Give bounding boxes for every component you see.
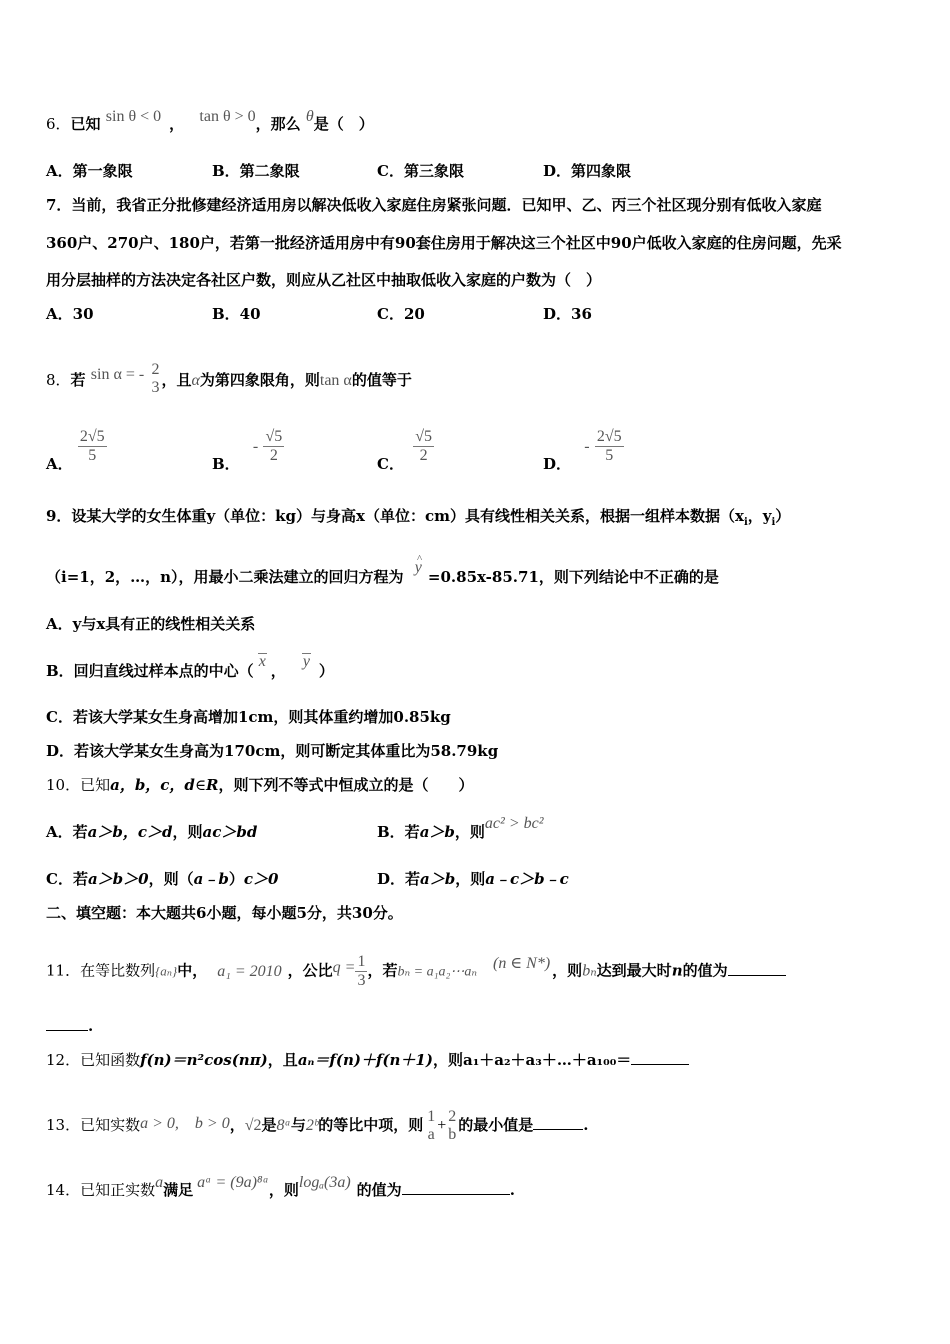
q12-answer-blank[interactable] (631, 1050, 689, 1065)
q10-text-2: ，则下列不等式中恒成立的是（ ） (218, 776, 474, 794)
q11-q-num: 1 (357, 953, 366, 970)
q8-option-a-num: 2√5 (79, 428, 105, 445)
q8-math-sin: sin α = - (90, 366, 145, 383)
q9-option-b-text: B．回归直线过样本点的中心（ (46, 662, 254, 680)
question-6 (46, 108, 374, 135)
q8-fraction (149, 361, 161, 397)
q13-text: 13．已知实数 (46, 1116, 141, 1134)
q7-line-1: 7．当前，我省正分批修建经济适用房以解决低收入家庭住房紧张问题．已知甲、乙、丙三个社区现分别有低收入家庭 (46, 196, 822, 214)
q8-option-c-num: √5 (415, 428, 432, 445)
q9-y-bar: y (302, 653, 310, 670)
q12-an: aₙ＝f(n)＋f(n＋1) (297, 1051, 433, 1069)
q11-bn: bₙ = a₁a₂⋯aₙ (397, 964, 477, 980)
q8-text: 若 (70, 371, 86, 389)
q10-in: ∈ (194, 776, 207, 794)
q14-period: . (509, 1181, 515, 1199)
q10-d-cond: a＞b (420, 870, 456, 888)
q13-plus: + (437, 1117, 447, 1134)
q13-text-6: 的最小值是 (458, 1116, 534, 1134)
q8-math-tan: tan α (319, 372, 352, 389)
q8-option-a (46, 428, 107, 473)
q6-option-c: C．第三象限 (377, 162, 464, 180)
q6-number: 6． (46, 115, 71, 133)
q10-option-c (46, 869, 278, 889)
q8-option-c-frac (413, 428, 434, 465)
q13-frac-1-num: 1 (427, 1108, 436, 1125)
q10-a-result: ac＞bd (202, 823, 258, 841)
q8-text-2: ，且 (161, 371, 192, 389)
q9-line-1 (46, 506, 790, 533)
q6-option-a: A．第一象限 (46, 162, 133, 180)
q9-text: 9．设某大学的女生体重y（单位：kg）与身高x（单位：cm）具有线性相关关系，根据一组样本数据（x (46, 507, 744, 525)
q11-q: q = (332, 958, 356, 976)
q9-line-2 (46, 559, 719, 588)
q8-option-d-frac (595, 428, 624, 465)
q8-option-c-label: C． (377, 454, 404, 473)
q11-q-den: 3 (357, 972, 366, 989)
q13-sqrt2: √2 (244, 1117, 262, 1134)
section-2-heading: 二、填空题：本大题共6小题，每小题5分，共30分。 (46, 904, 403, 922)
q6-option-b: B．第二象限 (212, 162, 300, 180)
q11-text-4: ，若 (367, 961, 398, 980)
q10-c-paren: ） (228, 870, 244, 888)
q10-option-d (377, 869, 569, 889)
q14-log: logₐ(3a) (298, 1174, 351, 1191)
q7-line-3: 用分层抽样的方法决定各社区户数，则应从乙社区中抽取低收入家庭的户数为（ ） (46, 271, 602, 289)
question-11 (46, 953, 786, 990)
q10-c-text-2: ，则（ (148, 870, 194, 888)
q14-a: a (155, 1174, 164, 1191)
q10-R: R (206, 776, 219, 794)
q10-c-diff: a﹣b (193, 870, 229, 888)
q9-sub-i-2: i (771, 517, 776, 528)
q10-vars: a，b，c，d (110, 776, 195, 794)
q8-frac-num: 2 (151, 361, 160, 378)
q13-text-3: 是 (261, 1116, 277, 1134)
q9-text-2: ，y (747, 507, 772, 525)
q10-b-text-2: ，则 (454, 823, 485, 841)
q11-text-3: ，公比 (287, 961, 333, 980)
q8-frac-den: 3 (151, 379, 160, 396)
q13-text-2: ， (229, 1116, 245, 1134)
q8-number: 8． (46, 371, 71, 389)
q11-answer-blank-1[interactable] (728, 961, 786, 976)
q10-a-text-2: ，则 (172, 823, 203, 841)
q11-continuation (46, 1016, 93, 1036)
q9-line2-text: （i=1，2，…，n），用最小二乘法建立的回归方程为 (46, 568, 404, 586)
q6-math-tan: tan θ > 0 (199, 108, 256, 125)
q8-text-3: 为第四象限角，则 (199, 371, 320, 389)
q9-option-a: A．y与x具有正的线性相关关系 (46, 615, 256, 633)
q9-option-c: C．若该大学某女生身高增加1cm，则其体重约增加0.85kg (46, 708, 451, 726)
q11-cond: (n ∈ N*) (493, 954, 551, 972)
q10-c-cond: a＞b＞0 (87, 870, 149, 888)
q14-text-3: ，则 (268, 1181, 299, 1199)
q14-text-4: 的值为 (356, 1181, 402, 1199)
q8-option-a-den: 5 (78, 446, 107, 465)
q14-text: 14．已知正实数 (46, 1181, 156, 1199)
q6-text: 已知 (70, 115, 101, 133)
q10-c-result: c＞0 (243, 870, 279, 888)
q9-text-3: ） (775, 507, 791, 525)
q7-option-d: D．36 (543, 305, 592, 323)
q7-option-a: A．30 (46, 305, 94, 323)
q10-b-text: B．若 (377, 823, 420, 841)
q8-option-b-sign: - (252, 437, 259, 455)
q9-option-b-close: ） (318, 662, 334, 680)
q11-text-6: 达到最大时 (596, 961, 672, 980)
q6-option-d: D．第四象限 (543, 162, 632, 180)
q10-d-text-2: ，则 (455, 870, 486, 888)
q11-text-2: 中， (177, 961, 208, 980)
q9-option-b-comma: ， (270, 662, 286, 680)
q10-option-a (46, 822, 257, 842)
q11-text: 11．在等比数列 (46, 961, 156, 980)
q8-option-b-frac (263, 428, 284, 465)
q9-option-b (46, 653, 334, 681)
q13-8a: 8ᵃ (276, 1117, 291, 1134)
q8-option-b-label: B． (212, 454, 240, 473)
q6-math-sin: sin θ < 0 (105, 108, 162, 125)
question-10 (46, 775, 474, 795)
q12-text: 12．已知函数 (46, 1051, 141, 1069)
q10-text: 10．已知 (46, 776, 111, 794)
q14-answer-blank[interactable] (402, 1180, 510, 1195)
q12-function: f(n)＝n²cos(nπ) (140, 1051, 268, 1069)
q11-answer-blank-2[interactable] (46, 1016, 88, 1031)
q8-math-alpha: α (191, 372, 200, 389)
q8-option-b-num: √5 (265, 428, 283, 445)
q9-x-bar: x (258, 653, 266, 670)
q7-line-2: 360户、270户、180户，若第一批经济适用房中有90套住房用于解决这三个社区中90户低收入家庭的住房问题，先采 (46, 234, 842, 252)
question-8 (46, 363, 412, 399)
question-14 (46, 1174, 515, 1201)
q7-option-b: B．40 (212, 305, 261, 323)
q8-option-d-den: 5 (595, 446, 624, 465)
q13-frac-1 (425, 1108, 437, 1144)
q10-a-text: A．若 (46, 823, 88, 841)
q12-sum: a₁＋a₂＋a₃＋…＋a₁₀₀＝ (462, 1051, 632, 1069)
q13-period: . (583, 1116, 589, 1134)
q10-b-cond: a＞b (419, 823, 455, 841)
q6-text-3: 是（ ） (313, 115, 374, 133)
q13-frac-2-den: b (448, 1126, 457, 1143)
q13-answer-blank[interactable] (533, 1115, 583, 1130)
q11-seq: {aₙ} (155, 963, 178, 979)
q8-option-b-den: 2 (263, 446, 284, 465)
q8-option-b (212, 428, 284, 473)
q8-option-a-frac (78, 428, 107, 465)
q14-equation: aᵃ = (9a)⁸ᵃ (197, 1174, 269, 1191)
q13-frac-2-num: 2 (448, 1108, 457, 1125)
q8-option-a-label: A． (46, 454, 73, 473)
q12-text-3: ，则 (432, 1051, 463, 1069)
q11-bn-2: bₙ (582, 962, 597, 980)
q11-q-frac (355, 953, 367, 990)
question-12 (46, 1050, 689, 1070)
q10-d-result: a﹣c＞b﹣c (485, 870, 569, 888)
q13-cond: a > 0, b > 0 (140, 1115, 230, 1132)
q10-option-b (377, 815, 544, 843)
q11-text-7: 的值为 (682, 961, 728, 980)
q8-option-c-den: 2 (413, 446, 434, 465)
q13-text-4: 与 (290, 1116, 306, 1134)
q10-c-text: C．若 (46, 870, 88, 888)
q7-option-c: C．20 (377, 305, 425, 323)
q11-a1: a₁ = 2010 (217, 962, 282, 980)
q8-option-d-label: D． (543, 454, 572, 473)
q8-option-d (543, 428, 624, 473)
q8-option-c (377, 428, 434, 473)
q9-option-d: D．若该大学某女生身高为170cm，则可断定其体重比为58.79kg (46, 742, 499, 760)
q11-period: . (88, 1017, 94, 1035)
q6-text-2: ，那么 (255, 115, 301, 133)
q13-frac-1-den: a (427, 1126, 435, 1143)
q6-comma: ， (169, 115, 185, 133)
q10-d-text: D．若 (377, 870, 421, 888)
q8-text-4: 的值等于 (351, 371, 412, 389)
q11-n: n (671, 961, 683, 980)
q9-y-hat: ^ y (415, 558, 422, 578)
question-13 (46, 1108, 589, 1144)
q12-text-2: ，且 (267, 1051, 298, 1069)
q14-text-2: 满足 (163, 1181, 194, 1199)
q13-frac-2 (446, 1108, 458, 1144)
q11-text-5: ，则 (552, 961, 583, 980)
q10-a-cond: a＞b，c＞d (87, 823, 173, 841)
q10-b-result: ac² > bc² (484, 815, 544, 832)
q6-math-theta: θ (305, 108, 314, 125)
q8-option-d-sign: - (584, 437, 590, 455)
q9-sub-i-1: i (743, 517, 748, 528)
q8-option-d-num: 2√5 (596, 428, 622, 445)
q13-text-5: 的等比中项，则 (318, 1116, 424, 1134)
q13-2b: 2ᵇ (305, 1117, 319, 1134)
q9-line2-text-2: =0.85x-85.71，则下列结论中不正确的是 (427, 568, 719, 586)
